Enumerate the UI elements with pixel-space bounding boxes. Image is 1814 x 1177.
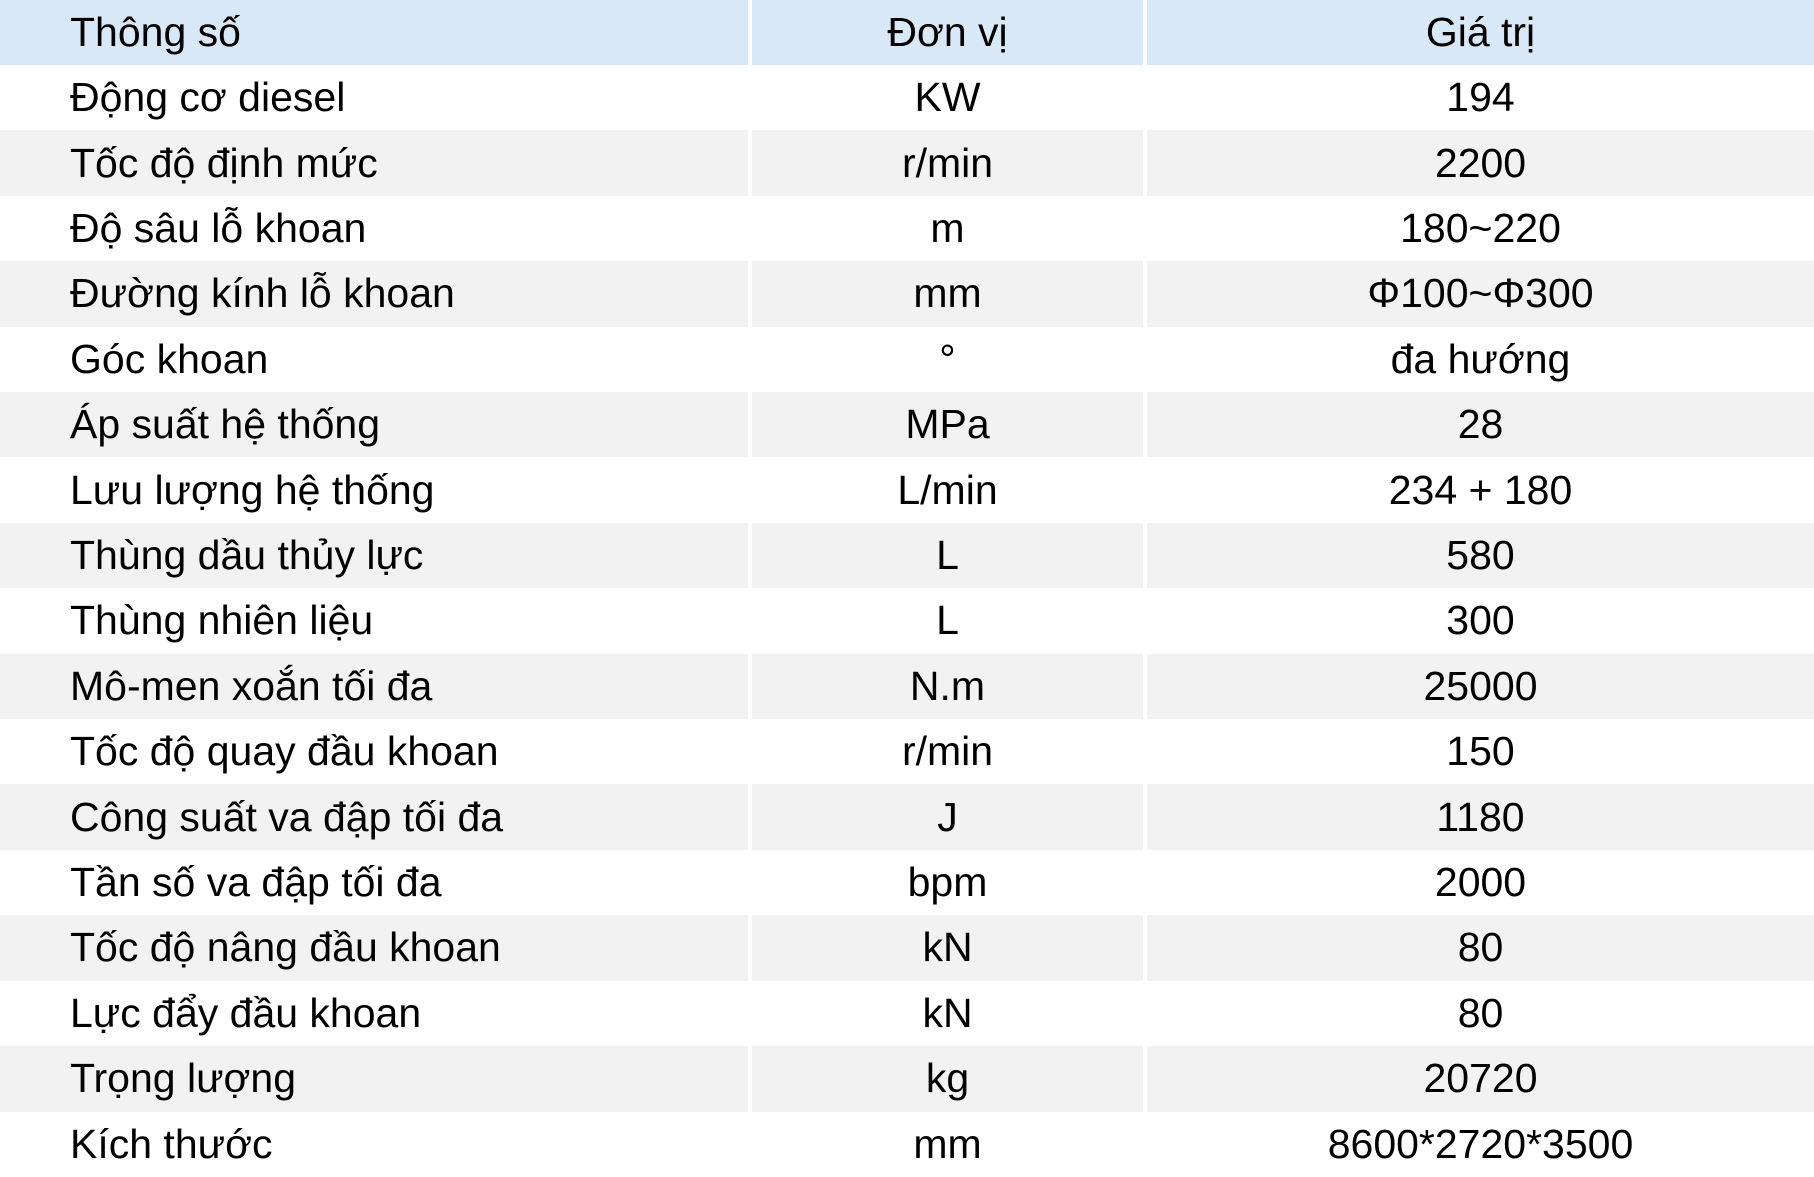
row-unit: r/min [748, 719, 1143, 784]
header-parameter: Thông số [70, 9, 241, 55]
row-value: 580 [1143, 523, 1814, 588]
row-value: 80 [1143, 915, 1814, 980]
row-parameter: Kích thước [70, 1120, 273, 1167]
row-unit: kg [748, 1046, 1143, 1111]
row-value: 234 + 180 [1143, 457, 1814, 522]
row-unit: r/min [748, 130, 1143, 195]
row-unit: J [748, 784, 1143, 849]
header-row [0, 0, 1814, 65]
row-unit: KW [748, 65, 1143, 130]
row-parameter: Góc khoan [70, 335, 269, 382]
table-row [0, 523, 1814, 588]
row-value: 300 [1143, 588, 1814, 653]
row-unit: kN [748, 981, 1143, 1046]
row-parameter: Áp suất hệ thống [70, 401, 381, 448]
table-row [0, 130, 1814, 195]
row-unit: mm [748, 1112, 1143, 1177]
row-parameter: Độ sâu lỗ khoan [70, 205, 367, 252]
row-parameter: Lưu lượng hệ thống [70, 466, 435, 513]
row-value: 2200 [1143, 130, 1814, 195]
row-value: 180~220 [1143, 196, 1814, 261]
table-row [0, 784, 1814, 849]
row-value: Φ100~Φ300 [1143, 261, 1814, 326]
row-unit: mm [748, 261, 1143, 326]
row-parameter: Lực đẩy đầu khoan [70, 989, 422, 1036]
spec-table-body [0, 65, 1814, 1177]
table-row [0, 392, 1814, 457]
table-row [0, 196, 1814, 261]
table-row [0, 915, 1814, 980]
table-row [0, 719, 1814, 784]
table-row [0, 588, 1814, 653]
row-value: 2000 [1143, 850, 1814, 915]
row-parameter: Động cơ diesel [70, 74, 346, 121]
table-row [0, 654, 1814, 719]
table-row [0, 850, 1814, 915]
row-parameter: Tần số va đập tối đa [70, 859, 442, 906]
row-unit: L [748, 588, 1143, 653]
row-unit: ° [748, 327, 1143, 392]
row-parameter: Thùng nhiên liệu [70, 597, 374, 644]
row-value: 1180 [1143, 784, 1814, 849]
header-unit: Đơn vị [748, 0, 1143, 65]
row-unit: N.m [748, 654, 1143, 719]
row-parameter: Trọng lượng [70, 1055, 297, 1102]
row-parameter: Đường kính lỗ khoan [70, 270, 455, 317]
row-parameter: Tốc độ nâng đầu khoan [70, 924, 501, 971]
row-parameter: Tốc độ quay đầu khoan [70, 728, 499, 775]
row-value: 25000 [1143, 654, 1814, 719]
row-parameter: Tốc độ định mức [70, 139, 378, 186]
row-value: đa hướng [1143, 327, 1814, 392]
row-parameter: Thùng dầu thủy lực [70, 532, 424, 579]
table-row [0, 1112, 1814, 1177]
row-unit: kN [748, 915, 1143, 980]
row-unit: bpm [748, 850, 1143, 915]
row-value: 150 [1143, 719, 1814, 784]
header-value: Giá trị [1143, 0, 1814, 65]
table-row [0, 981, 1814, 1046]
row-value: 20720 [1143, 1046, 1814, 1111]
table-row [0, 327, 1814, 392]
row-value: 28 [1143, 392, 1814, 457]
table-row [0, 65, 1814, 130]
row-unit: m [748, 196, 1143, 261]
table-row [0, 1046, 1814, 1111]
row-value: 194 [1143, 65, 1814, 130]
row-value: 8600*2720*3500 [1143, 1112, 1814, 1177]
row-value: 80 [1143, 981, 1814, 1046]
row-unit: L [748, 523, 1143, 588]
table-row [0, 261, 1814, 326]
row-unit: MPa [748, 392, 1143, 457]
row-parameter: Công suất va đập tối đa [70, 793, 504, 840]
spec-table-header [0, 0, 1814, 65]
row-unit: L/min [748, 457, 1143, 522]
row-parameter: Mô-men xoắn tối đa [70, 662, 433, 709]
table-row [0, 457, 1814, 522]
